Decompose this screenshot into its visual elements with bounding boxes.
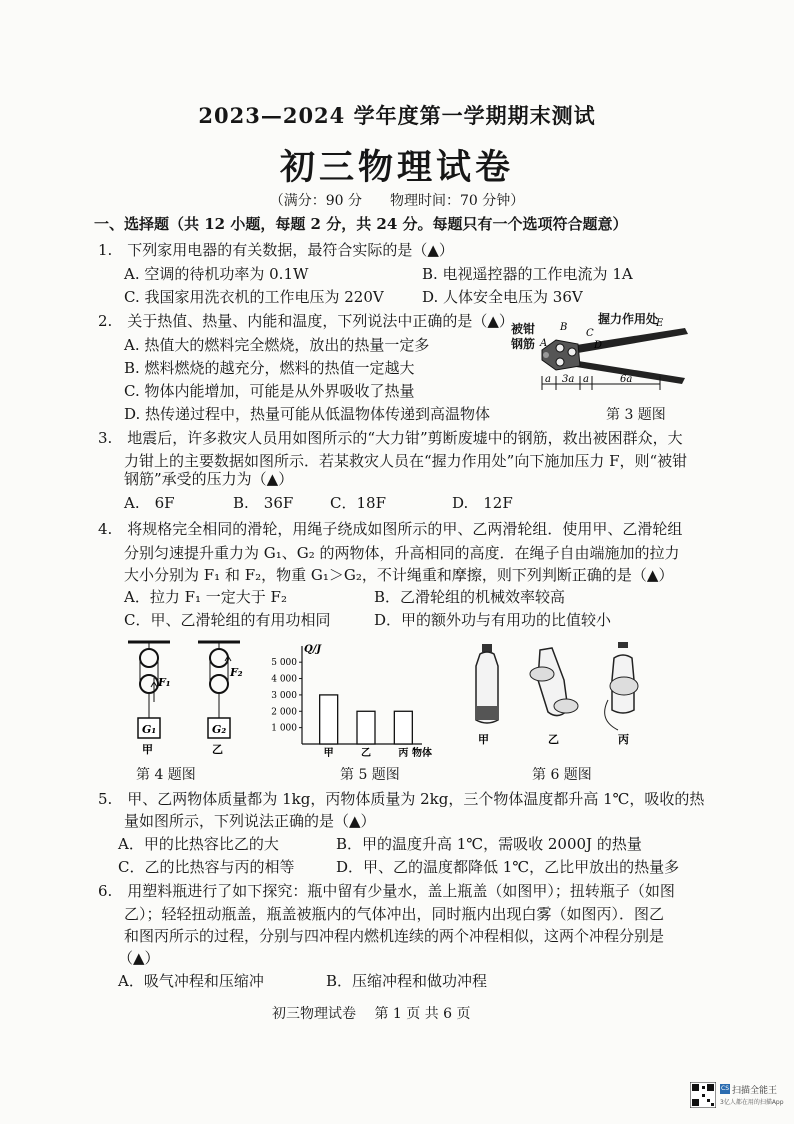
q4-line2: 分别匀速提升重力为 G₁、G₂ 的两物体，升高相同的高度．在绳子自由端施加的拉力 xyxy=(124,544,680,562)
y-axis-label: Q/J xyxy=(304,644,322,655)
exam-info: （满分：90 分 物理时间：70 分钟） xyxy=(269,193,525,209)
grip-point-label: 握力作用处 xyxy=(598,312,659,326)
bar-1 xyxy=(357,711,375,744)
bar-2 xyxy=(394,711,412,744)
y-tick-label: 4 000 xyxy=(271,674,297,685)
bottle-yi-label: 乙 xyxy=(548,733,559,746)
bottle-bing xyxy=(605,642,638,730)
force-f2-label: F₂ xyxy=(230,666,243,679)
scanner-logo-icon: CS xyxy=(721,1085,729,1092)
heat-bar-chart xyxy=(262,640,462,760)
point-b: B xyxy=(560,322,568,333)
x-category-label: 丙 xyxy=(398,748,409,759)
figure-3-caption: 第 3 题图 xyxy=(606,407,666,423)
y-tick-label: 5 000 xyxy=(271,658,297,669)
q2-option-d: D. 热传递过程中，热量可能从低温物体传递到高温物体 xyxy=(124,405,491,423)
q3-line1: 3. 地震后，许多救灾人员用如图所示的“大力钳”剪断废墟中的钢筋，救出被困群众，大 xyxy=(98,429,683,447)
q6-option-a: A．吸气冲程和压缩冲 xyxy=(118,972,264,990)
q4-option-a: A．拉力 F₁ 一定大于 F₂ xyxy=(124,588,287,606)
figure-6-bottles xyxy=(468,640,648,750)
y-tick-label: 1 000 xyxy=(271,723,297,734)
point-a: A xyxy=(540,338,548,349)
q3-option-d: D. 12F xyxy=(452,494,513,512)
scanner-slogan: 3亿人都在用的扫描App xyxy=(720,1099,784,1106)
point-d: D xyxy=(594,340,603,351)
pulley-yi-label: 乙 xyxy=(212,743,223,756)
weight-g2-label: G₂ xyxy=(212,723,227,736)
bottle-jia xyxy=(476,644,498,723)
q4-option-c: C．甲、乙滑轮组的有用功相同 xyxy=(124,611,331,629)
pulley-jia-label: 甲 xyxy=(142,743,153,756)
q3-option-a: A. 6F xyxy=(124,494,175,512)
exam-year-title: 2023—2024 学年度第一学期期末测试 xyxy=(198,103,596,128)
q5-option-c: C．乙的比热容与丙的相等 xyxy=(118,858,295,876)
q2-option-c: C. 物体内能增加，可能是从外界吸收了热量 xyxy=(124,382,415,400)
q4-option-d: D．甲的额外功与有用功的比值较小 xyxy=(374,611,612,629)
figure-6-caption: 第 6 题图 xyxy=(532,767,592,783)
q3-option-c: C．18F xyxy=(330,494,386,512)
y-tick-label: 3 000 xyxy=(271,690,297,701)
q1-stem: 1. 下列家用电器的有关数据，最符合实际的是（▲） xyxy=(98,241,454,259)
bar-0 xyxy=(320,695,338,744)
bottle-illustrations xyxy=(468,640,648,750)
pivot-b xyxy=(556,344,564,352)
dim-6a: 6a xyxy=(620,374,633,385)
q5-option-a: A．甲的比热容比乙的大 xyxy=(118,835,279,853)
q4-option-b: B．乙滑轮组的机械效率较高 xyxy=(374,588,566,606)
q1-option-c: C. 我国家用洗衣机的工作电压为 220V xyxy=(124,288,384,306)
q6-line3: 和图丙所示的过程，分别与四冲程内燃机连续的两个冲程相似，这两个冲程分别是 xyxy=(124,927,665,945)
q2-stem: 2. 关于热值、热量、内能和温度，下列说法中正确的是（▲） xyxy=(98,312,514,330)
q5-option-d: D．甲、乙的温度都降低 1℃，乙比甲放出的热量多 xyxy=(336,858,680,876)
x-axis-label: 物体 xyxy=(412,748,432,759)
y-tick-label: 2 000 xyxy=(271,707,297,718)
scanner-watermark xyxy=(690,1082,790,1110)
point-c: C xyxy=(586,328,594,339)
figure-4-pulleys xyxy=(118,636,258,760)
qr-code-icon xyxy=(690,1082,716,1108)
point-e: E xyxy=(656,318,664,329)
pivot-c xyxy=(568,348,576,356)
page-footer: 初三物理试卷 第 1 页 共 6 页 xyxy=(272,1006,471,1022)
q6-option-b: B．压缩冲程和做功冲程 xyxy=(326,972,488,990)
q1-option-a: A. 空调的待机功率为 0.1W xyxy=(124,265,309,283)
q2-option-a: A. 热值大的燃料完全燃烧，放出的热量一定多 xyxy=(124,336,430,354)
q5-line2: 量如图所示，下列说法正确的是（▲） xyxy=(124,812,376,830)
clamp-label-line1: 被钳 xyxy=(511,322,536,336)
dim-3a: 3a xyxy=(562,374,575,385)
figure-5-caption: 第 5 题图 xyxy=(340,767,400,783)
q4-line3: 大小分别为 F₁ 和 F₂，物重 G₁＞G₂，不计绳重和摩擦，则下列判断正确的是（▲） xyxy=(124,566,674,584)
clamp-label-line2: 钢筋 xyxy=(511,337,536,351)
x-category-label: 乙 xyxy=(361,748,371,759)
q3-option-b: B. 36F xyxy=(233,494,294,512)
scanner-name: 扫描全能王 xyxy=(732,1086,778,1096)
q1-option-b: B. 电视遥控器的工作电流为 1A xyxy=(422,265,633,283)
q3-line2: 力钳上的主要数据如图所示．若某救灾人员在“握力作用处”向下施加压力 F，则“被钳 xyxy=(124,452,688,470)
q2-option-b: B. 燃料燃烧的越充分，燃料的热值一定越大 xyxy=(124,359,415,377)
bottle-yi xyxy=(530,648,578,716)
q3-line3: 钢筋”承受的压力为（▲） xyxy=(124,470,294,488)
q5-line1: 5. 甲、乙两物体质量都为 1kg，丙物体质量为 2kg，三个物体温度都升高 1℃，吸收的热 xyxy=(98,790,705,808)
section-heading: 一、选择题（共 12 小题，每题 2 分，共 24 分。每题只有一个选项符合题意） xyxy=(94,215,628,233)
q5-option-b: B．甲的温度升高 1℃，需吸收 2000J 的热量 xyxy=(336,835,642,853)
figure-5-chart xyxy=(262,640,462,760)
q1-option-d: D. 人体安全电压为 36V xyxy=(422,288,583,306)
q6-line1: 6. 用塑料瓶进行了如下探究：瓶中留有少量水，盖上瓶盖（如图甲）；扭转瓶子（如图 xyxy=(98,882,675,900)
bottle-jia-label: 甲 xyxy=(478,733,489,746)
x-category-label: 甲 xyxy=(323,748,334,759)
q6-line2: 乙）；轻轻扭动瓶盖，瓶盖被瓶内的气体冲出，同时瓶内出现白雾（如图丙）．图乙 xyxy=(124,905,665,923)
q6-line4: （▲） xyxy=(118,949,160,967)
clamp-label xyxy=(511,322,535,352)
force-f1-label: F₁ xyxy=(158,676,171,689)
weight-g1-label: G₁ xyxy=(142,723,157,736)
pivot-lower xyxy=(556,358,564,366)
figure-4-caption: 第 4 题图 xyxy=(136,767,196,783)
exam-main-title: 初三物理试卷 xyxy=(279,147,514,188)
dim-a-2: a xyxy=(583,374,589,385)
pulley-diagram xyxy=(118,636,258,760)
q4-line1: 4. 将规格完全相同的滑轮，用绳子绕成如图所示的甲、乙两滑轮组．使用甲、乙滑轮组 xyxy=(98,520,683,538)
bottle-bing-label: 丙 xyxy=(618,733,629,746)
dim-a-1: a xyxy=(545,374,551,385)
clamped-rebar xyxy=(543,352,549,358)
